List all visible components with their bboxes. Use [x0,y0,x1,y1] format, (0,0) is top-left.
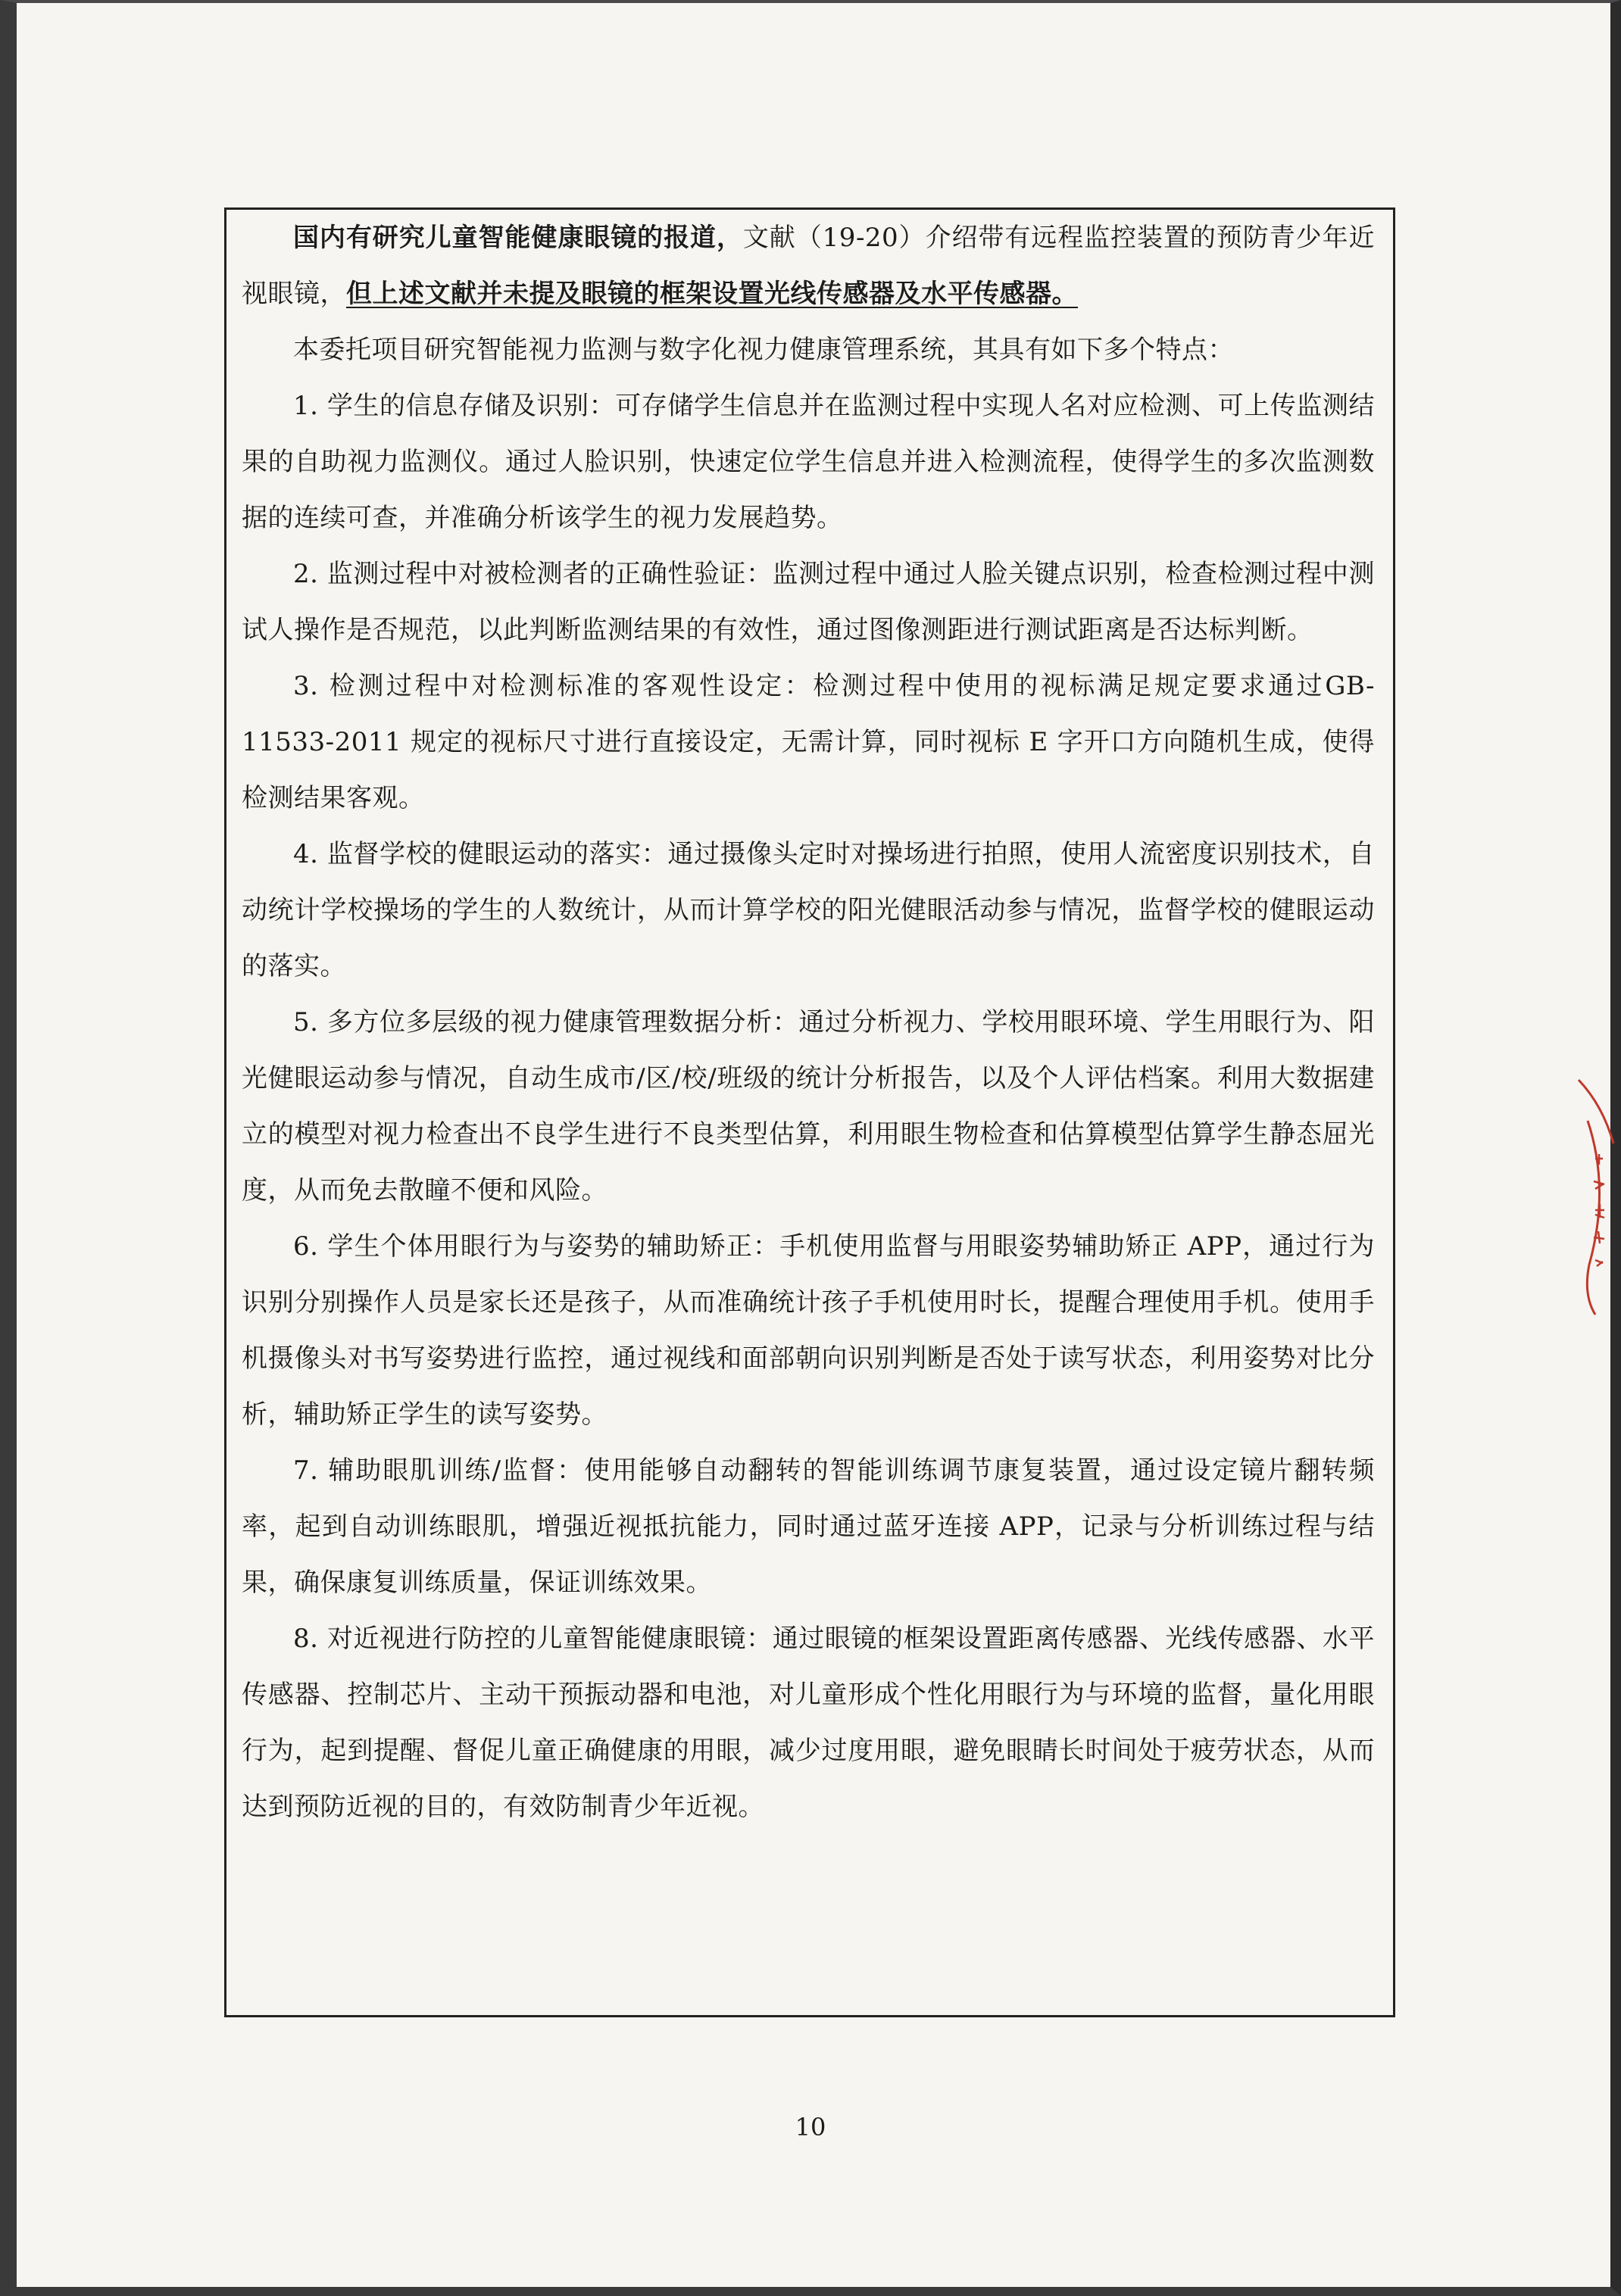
paragraph-feature-2: 2. 监测过程中对被检测者的正确性验证：监测过程中通过人脸关键点识别，检查检测过程中测试人操作是否规范，以此判断监测结果的有效性，通过图像测距进行测试距离是否达标判断。 [242,559,1375,645]
red-seal-stamp-icon [1573,1075,1615,1318]
paragraph-summary: 本委托项目研究智能视力监测与数字化视力健康管理系统，其具有如下多个特点： [293,335,1234,365]
paragraph-feature-7: 7. 辅助眼肌训练/监督：使用能够自动翻转的智能训练调节康复装置，通过设定镜片翻转频率，起到自动训练眼肌，增强近视抵抗能力，同时通过蓝牙连接 APP，记录与分析训练过程与结果，确保康复训练质量，保证训练效果。 [242,1455,1375,1598]
paragraph-feature-6: 6. 学生个体用眼行为与姿势的辅助矫正：手机使用监督与用眼姿势辅助矫正 APP，通过行为识别分别操作人员是家长还是孩子，从而准确统计孩子手机使用时长，提醒合理使用手机。使用手机摄像头对书写姿势进行监控，通过视线和面部朝向识别判断是否处于读写状态，利用姿势对比分析，辅助矫正学生的读写姿势。 [242,1231,1376,1430]
intro-bold-lead: 国内有研究儿童智能健康眼镜的报道， [293,223,743,253]
paragraph-feature-1: 1. 学生的信息存储及识别：可存储学生信息并在监测过程中实现人名对应检测、可上传监测结果的自助视力监测仪。通过人脸识别，快速定位学生信息并进入检测流程，使得学生的多次监测数据的连续可查，并准确分析该学生的视力发展趋势。 [242,391,1375,533]
bordered-content-frame [224,207,1395,2017]
paragraph-feature-8: 8. 对近视进行防控的儿童智能健康眼镜：通过眼镜的框架设置距离传感器、光线传感器、水平传感器、控制芯片、主动干预振动器和电池，对儿童形成个性化用眼行为与环境的监督，量化用眼行为，起到提醒、督促儿童正确健康的用眼，减少过度用眼，避免眼睛长时间处于疲劳状态，从而达到预防近视的目的，有效防制青少年近视。 [242,1624,1375,1822]
paragraph-intro [242,210,1375,322]
paragraph-feature-3: 3. 检测过程中对检测标准的客观性设定：检测过程中使用的视标满足规定要求通过GB-11533-2011 规定的视标尺寸进行直接设定，无需计算，同时视标 E 字开口方向随机生成，使得检测结果客观。 [242,671,1375,813]
paragraph-feature-4: 4. 监督学校的健眼运动的落实：通过摄像头定时对操场进行拍照，使用人流密度识别技术，自动统计学校操场的学生的人数统计，从而计算学校的阳光健眼活动参与情况，监督学校的健眼运动的落实。 [242,839,1375,981]
intro-underlined-text: 但上述文献并未提及眼镜的框架设置光线传感器及水平传感器。 [346,279,1078,309]
intro-normal-text: 文献（19-20）介绍带有远程监控装置的预防青少年近视眼镜， [242,223,1375,309]
page-number: 10 [795,2113,826,2142]
paragraph-feature-5: 5. 多方位多层级的视力健康管理数据分析：通过分析视力、学校用眼环境、学生用眼行为、阳光健眼运动参与情况，自动生成市/区/校/班级的统计分析报告，以及个人评估档案。利用大数据建立的模型对视力检查出不良学生进行不良类型估算，利用眼生物检查和估算模型估算学生静态屈光度，从而免去散瞳不便和风险。 [242,1007,1375,1206]
